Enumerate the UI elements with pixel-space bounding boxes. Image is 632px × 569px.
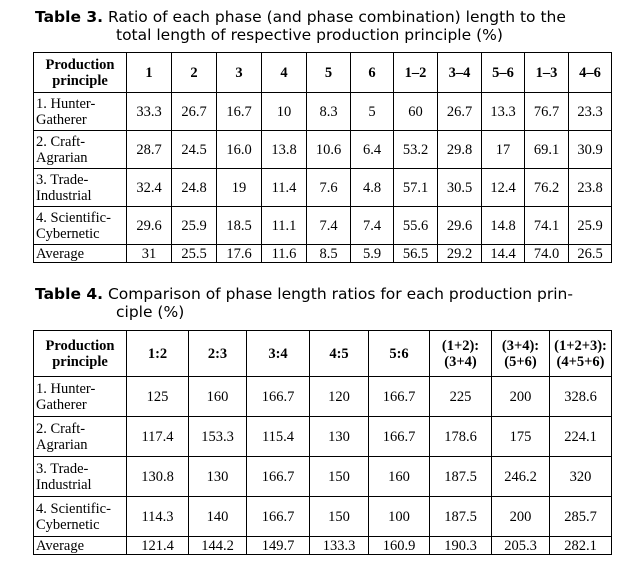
table-cell: 120 — [310, 377, 369, 417]
column-header-line: 2:3 — [207, 345, 228, 362]
table-cell: 53.2 — [394, 131, 438, 169]
average-cell: 190.3 — [430, 537, 492, 555]
column-header-line: 5:6 — [389, 345, 409, 362]
table3-column-header: 1–3 — [525, 53, 569, 93]
table-cell: 24.5 — [172, 131, 217, 169]
principle-name-line: 1. Hunter- — [36, 95, 96, 112]
table-cell: 10.6 — [307, 131, 351, 169]
average-cell: 74.0 — [525, 245, 569, 263]
header-principle-line: principle — [52, 353, 108, 370]
average-cell: 14.4 — [482, 245, 525, 263]
average-cell: 133.3 — [310, 537, 369, 555]
header-principle-line: Production — [45, 337, 115, 354]
table-cell: 11.4 — [262, 169, 307, 207]
table-cell: 225 — [430, 377, 492, 417]
table4-column-header — [247, 331, 310, 377]
table-cell: 23.3 — [569, 93, 612, 131]
principle-name-line: Industrial — [36, 187, 92, 204]
table-cell: 150 — [310, 497, 369, 537]
column-header-line: (3+4) — [444, 353, 477, 370]
average-cell: 29.2 — [438, 245, 482, 263]
table3-header-principle — [34, 53, 127, 93]
table3-column-header: 3 — [217, 53, 262, 93]
table-cell: 166.7 — [369, 417, 430, 457]
table3-column-header: 3–4 — [438, 53, 482, 93]
table-cell: 224.1 — [550, 417, 612, 457]
average-cell: 8.5 — [307, 245, 351, 263]
table4-row — [34, 417, 612, 457]
table-cell: 7.4 — [351, 207, 394, 245]
table-cell: 57.1 — [394, 169, 438, 207]
average-label: Average — [34, 245, 127, 263]
average-cell: 160.9 — [369, 537, 430, 555]
table-cell: 13.8 — [262, 131, 307, 169]
table3-caption-line2: total length of respective production principle (%) — [116, 26, 503, 44]
table-cell: 6.4 — [351, 131, 394, 169]
average-cell: 121.4 — [127, 537, 189, 555]
table-cell: 115.4 — [247, 417, 310, 457]
average-cell: 25.5 — [172, 245, 217, 263]
principle-name-line: Cybernetic — [36, 225, 100, 242]
table-cell: 29.6 — [438, 207, 482, 245]
table3-column-header: 5 — [307, 53, 351, 93]
table3-column-header: 2 — [172, 53, 217, 93]
table3-column-header: 6 — [351, 53, 394, 93]
average-cell: 144.2 — [189, 537, 247, 555]
average-label: Average — [34, 537, 127, 555]
table-cell: 8.3 — [307, 93, 351, 131]
row-principle-name — [34, 207, 127, 245]
table-cell: 10 — [262, 93, 307, 131]
principle-name-line: 1. Hunter- — [36, 380, 96, 397]
column-header-line: 4:5 — [329, 345, 349, 362]
column-header-line: (5+6) — [504, 353, 537, 370]
table-cell: 200 — [492, 497, 550, 537]
average-cell: 5.9 — [351, 245, 394, 263]
average-cell: 205.3 — [492, 537, 550, 555]
table3-column-header: 4–6 — [569, 53, 612, 93]
table3-column-header: 1 — [127, 53, 172, 93]
table-cell: 25.9 — [172, 207, 217, 245]
table-cell: 4.8 — [351, 169, 394, 207]
table3-row — [34, 93, 612, 131]
table-cell: 200 — [492, 377, 550, 417]
table3-average-row — [34, 245, 612, 263]
table-cell: 130 — [310, 417, 369, 457]
table3-row — [34, 169, 612, 207]
table4-column-header — [310, 331, 369, 377]
table3-row — [34, 207, 612, 245]
row-principle-name — [34, 131, 127, 169]
table-cell: 140 — [189, 497, 247, 537]
table-cell: 100 — [369, 497, 430, 537]
table3-caption-line1: Ratio of each phase (and phase combination) length to the — [107, 8, 566, 26]
principle-name-line: 4. Scientific- — [36, 500, 111, 517]
table-cell: 153.3 — [189, 417, 247, 457]
average-cell: 56.5 — [394, 245, 438, 263]
table-cell: 25.9 — [569, 207, 612, 245]
table-cell: 29.6 — [127, 207, 172, 245]
table-cell: 166.7 — [247, 457, 310, 497]
principle-name-line: Gatherer — [36, 396, 87, 413]
average-cell: 17.6 — [217, 245, 262, 263]
table-cell: 187.5 — [430, 497, 492, 537]
table-cell: 74.1 — [525, 207, 569, 245]
table-cell: 69.1 — [525, 131, 569, 169]
table-cell: 18.5 — [217, 207, 262, 245]
average-cell: 11.6 — [262, 245, 307, 263]
table-cell: 24.8 — [172, 169, 217, 207]
table-cell: 16.0 — [217, 131, 262, 169]
table-cell: 30.5 — [438, 169, 482, 207]
table4-column-header — [492, 331, 550, 377]
principle-name-line: 2. Craft- — [36, 420, 86, 437]
table-cell: 166.7 — [369, 377, 430, 417]
table-cell: 26.7 — [438, 93, 482, 131]
table-cell: 7.4 — [307, 207, 351, 245]
average-cell: 149.7 — [247, 537, 310, 555]
column-header-line: 1:2 — [147, 345, 168, 362]
table4 — [33, 330, 612, 555]
table-cell: 246.2 — [492, 457, 550, 497]
column-header-line: (1+2+3): — [554, 337, 607, 354]
table-cell: 5 — [351, 93, 394, 131]
table-cell: 60 — [394, 93, 438, 131]
average-cell: 31 — [127, 245, 172, 263]
table-cell: 166.7 — [247, 377, 310, 417]
table-cell: 19 — [217, 169, 262, 207]
header-principle-line: Production — [45, 56, 115, 73]
table-cell: 29.8 — [438, 131, 482, 169]
table4-body — [34, 331, 612, 555]
table-cell: 14.8 — [482, 207, 525, 245]
table-cell: 320 — [550, 457, 612, 497]
table-cell: 17 — [482, 131, 525, 169]
table4-row — [34, 457, 612, 497]
table-cell: 166.7 — [247, 497, 310, 537]
column-header-line: (4+5+6) — [556, 353, 605, 370]
table-cell: 33.3 — [127, 93, 172, 131]
table3-column-header: 4 — [262, 53, 307, 93]
row-principle-name — [34, 377, 127, 417]
row-principle-name — [34, 497, 127, 537]
table4-row — [34, 377, 612, 417]
principle-name-line: Cybernetic — [36, 516, 100, 533]
table-cell: 328.6 — [550, 377, 612, 417]
table-cell: 114.3 — [127, 497, 189, 537]
table-cell: 30.9 — [569, 131, 612, 169]
table-cell: 285.7 — [550, 497, 612, 537]
table4-caption — [35, 285, 573, 321]
table4-caption-line2: ciple (%) — [116, 303, 185, 321]
table3-header-row — [34, 53, 612, 93]
table4-column-header — [550, 331, 612, 377]
table-cell: 175 — [492, 417, 550, 457]
table3-column-header: 5–6 — [482, 53, 525, 93]
table3-caption — [35, 8, 566, 44]
principle-name-line: 4. Scientific- — [36, 209, 111, 226]
table-cell: 28.7 — [127, 131, 172, 169]
table-cell: 12.4 — [482, 169, 525, 207]
table-cell: 55.6 — [394, 207, 438, 245]
table4-label: Table 4. — [35, 285, 104, 303]
principle-name-line: Agrarian — [36, 436, 88, 453]
table-cell: 7.6 — [307, 169, 351, 207]
table-cell: 187.5 — [430, 457, 492, 497]
table-cell: 16.7 — [217, 93, 262, 131]
table4-average-row — [34, 537, 612, 555]
table-cell: 117.4 — [127, 417, 189, 457]
principle-name-line: 3. Trade- — [36, 460, 89, 477]
table4-caption-line1: Comparison of phase length ratios for each production prin- — [107, 285, 573, 303]
table-cell: 76.2 — [525, 169, 569, 207]
table-cell: 32.4 — [127, 169, 172, 207]
average-cell: 282.1 — [550, 537, 612, 555]
table-cell: 125 — [127, 377, 189, 417]
table-cell: 23.8 — [569, 169, 612, 207]
table4-header-principle — [34, 331, 127, 377]
header-principle-line: principle — [52, 72, 108, 89]
table-cell: 178.6 — [430, 417, 492, 457]
table3 — [33, 52, 612, 263]
principle-name-line: Agrarian — [36, 149, 88, 166]
average-cell: 26.5 — [569, 245, 612, 263]
table-cell: 160 — [369, 457, 430, 497]
table4-row — [34, 497, 612, 537]
row-principle-name — [34, 417, 127, 457]
principle-name-line: 2. Craft- — [36, 133, 86, 150]
column-header-line: (3+4): — [501, 337, 540, 354]
row-principle-name — [34, 457, 127, 497]
table4-column-header — [189, 331, 247, 377]
table4-header-row — [34, 331, 612, 377]
row-principle-name — [34, 169, 127, 207]
table4-column-header — [430, 331, 492, 377]
column-header-line: (1+2): — [441, 337, 480, 354]
table4-column-header — [127, 331, 189, 377]
table-cell: 130 — [189, 457, 247, 497]
table-cell: 13.3 — [482, 93, 525, 131]
table4-column-header — [369, 331, 430, 377]
table3-body — [34, 53, 612, 263]
table-cell: 11.1 — [262, 207, 307, 245]
principle-name-line: 3. Trade- — [36, 171, 89, 188]
table3-column-header: 1–2 — [394, 53, 438, 93]
column-header-line: 3:4 — [268, 345, 288, 362]
table3-label: Table 3. — [35, 8, 104, 26]
principle-name-line: Gatherer — [36, 111, 87, 128]
table-cell: 150 — [310, 457, 369, 497]
table-cell: 160 — [189, 377, 247, 417]
principle-name-line: Industrial — [36, 476, 92, 493]
table-cell: 26.7 — [172, 93, 217, 131]
table3-row — [34, 131, 612, 169]
table-cell: 130.8 — [127, 457, 189, 497]
row-principle-name — [34, 93, 127, 131]
table-cell: 76.7 — [525, 93, 569, 131]
